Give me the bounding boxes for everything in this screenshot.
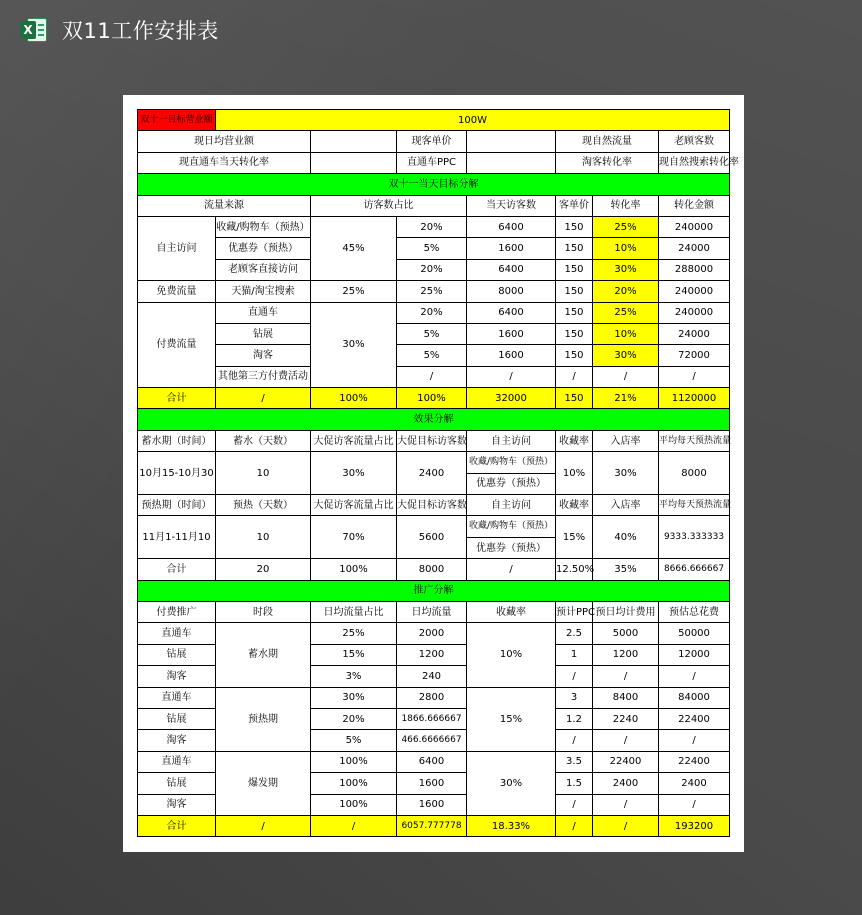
amount-cell[interactable]: 72000 bbox=[659, 345, 730, 366]
pct-cell[interactable]: 20% bbox=[397, 302, 467, 323]
amount-cell[interactable]: 240000 bbox=[659, 302, 730, 323]
table-row bbox=[138, 452, 730, 473]
share-cell[interactable]: 20% bbox=[311, 708, 397, 729]
table-row bbox=[138, 302, 730, 323]
total-cell[interactable]: 8666.666667 bbox=[659, 559, 730, 580]
conv-cell[interactable]: 10% bbox=[593, 323, 659, 344]
table-row bbox=[138, 345, 730, 366]
section-title: 推广分解 bbox=[138, 580, 730, 601]
ppc-cell[interactable]: 1.5 bbox=[556, 773, 593, 794]
share-cell[interactable]: 100% bbox=[311, 773, 397, 794]
share-cell[interactable]: 25% bbox=[311, 623, 397, 644]
table-row bbox=[138, 623, 730, 644]
price-cell[interactable]: 150 bbox=[556, 281, 593, 302]
spend-cell[interactable]: 12000 bbox=[659, 644, 730, 665]
column-header: 蓄水（天数） bbox=[216, 430, 311, 451]
fav-rate-cell[interactable]: 30% bbox=[467, 751, 556, 815]
share-cell[interactable]: 3% bbox=[311, 666, 397, 687]
pct-cell[interactable]: / bbox=[397, 366, 467, 387]
share-cell[interactable]: 30% bbox=[311, 452, 397, 495]
total-cell[interactable]: / bbox=[556, 815, 593, 836]
visitors-cell[interactable]: 1600 bbox=[467, 238, 556, 259]
column-header: 入店率 bbox=[593, 430, 659, 451]
column-header: 收藏率 bbox=[467, 601, 556, 622]
table-row bbox=[138, 281, 730, 302]
conv-cell[interactable]: 25% bbox=[593, 302, 659, 323]
cell-value[interactable] bbox=[311, 152, 397, 173]
channel-cell[interactable]: 直通车 bbox=[138, 751, 216, 772]
column-header: 日均流量占比 bbox=[311, 601, 397, 622]
cell-label: 现客单价 bbox=[397, 131, 467, 152]
column-header: 流量来源 bbox=[138, 195, 311, 216]
visit-type-cell[interactable]: 优惠券（预热） bbox=[467, 537, 556, 558]
source-cell[interactable]: 天猫/淘宝搜索 bbox=[216, 281, 311, 302]
s1-header-row bbox=[138, 195, 730, 216]
daily-cell[interactable]: 1200 bbox=[397, 644, 467, 665]
total-cell[interactable]: 150 bbox=[556, 388, 593, 409]
daily-cell[interactable]: 2800 bbox=[397, 687, 467, 708]
share-cell[interactable]: 5% bbox=[311, 730, 397, 751]
total-cell[interactable]: 12.50% bbox=[556, 559, 593, 580]
channel-cell[interactable]: 钻展 bbox=[138, 644, 216, 665]
column-header: 预热期（时间） bbox=[138, 495, 216, 516]
group-label: 免费流量 bbox=[138, 281, 216, 302]
cost-cell[interactable]: / bbox=[593, 794, 659, 815]
cell-label: 现自然流量 bbox=[556, 131, 659, 152]
price-cell[interactable]: 150 bbox=[556, 216, 593, 237]
total-cell[interactable]: 6057.777778 bbox=[397, 815, 467, 836]
column-header: 大促目标访客数 bbox=[397, 495, 467, 516]
enter-rate-cell[interactable]: 40% bbox=[593, 516, 659, 559]
spend-cell[interactable]: 50000 bbox=[659, 623, 730, 644]
visitors-cell[interactable]: 6400 bbox=[467, 216, 556, 237]
total-cell[interactable]: 100% bbox=[397, 388, 467, 409]
column-header: 蓄水期（时间） bbox=[138, 430, 216, 451]
ppc-cell[interactable]: 3 bbox=[556, 687, 593, 708]
spend-cell[interactable]: / bbox=[659, 794, 730, 815]
group-pct[interactable]: 30% bbox=[311, 302, 397, 388]
column-header: 客单价 bbox=[556, 195, 593, 216]
excel-icon: X bbox=[20, 16, 48, 44]
table-row bbox=[138, 216, 730, 237]
column-header: 大促目标访客数 bbox=[397, 430, 467, 451]
total-row bbox=[138, 815, 730, 836]
column-header: 平均每天预热流量 bbox=[659, 430, 730, 451]
amount-cell[interactable]: / bbox=[659, 366, 730, 387]
visitors-cell[interactable]: 6400 bbox=[467, 259, 556, 280]
column-header: 大促访客流量占比 bbox=[311, 495, 397, 516]
share-cell[interactable]: 15% bbox=[311, 644, 397, 665]
ppc-cell[interactable]: / bbox=[556, 666, 593, 687]
column-header: 平均每天预热流量 bbox=[659, 495, 730, 516]
pct-cell[interactable]: 25% bbox=[397, 281, 467, 302]
total-cell[interactable]: 8000 bbox=[397, 559, 467, 580]
total-cell[interactable]: / bbox=[311, 815, 397, 836]
visitors-cell[interactable]: 6400 bbox=[467, 302, 556, 323]
phase-cell[interactable]: 预热期 bbox=[216, 687, 311, 751]
total-label: 合计 bbox=[138, 388, 216, 409]
column-header: 付费推广 bbox=[138, 601, 216, 622]
target-cell[interactable]: 5600 bbox=[397, 516, 467, 559]
amount-cell[interactable]: 240000 bbox=[659, 216, 730, 237]
cell-label: 直通车PPC bbox=[397, 152, 467, 173]
current-row-2 bbox=[138, 152, 730, 173]
daily-cell[interactable]: 1600 bbox=[397, 773, 467, 794]
channel-cell[interactable]: 钻展 bbox=[138, 708, 216, 729]
visitors-cell[interactable]: / bbox=[467, 366, 556, 387]
ppc-cell[interactable]: / bbox=[556, 794, 593, 815]
column-header: 入店率 bbox=[593, 495, 659, 516]
conv-cell[interactable]: 20% bbox=[593, 281, 659, 302]
schedule-table bbox=[137, 109, 739, 837]
total-cell[interactable]: 21% bbox=[593, 388, 659, 409]
spend-cell[interactable]: 2400 bbox=[659, 773, 730, 794]
column-header: 自主访问 bbox=[467, 495, 556, 516]
group-pct[interactable]: 45% bbox=[311, 216, 397, 280]
fav-rate-cell[interactable]: 15% bbox=[556, 516, 593, 559]
channel-cell[interactable]: 直通车 bbox=[138, 687, 216, 708]
total-cell[interactable]: 20 bbox=[216, 559, 311, 580]
total-cell[interactable]: 35% bbox=[593, 559, 659, 580]
price-cell[interactable]: 150 bbox=[556, 259, 593, 280]
section-header-2 bbox=[138, 409, 730, 430]
column-header: 日均流量 bbox=[397, 601, 467, 622]
pct-cell[interactable]: 5% bbox=[397, 345, 467, 366]
amount-cell[interactable]: 24000 bbox=[659, 323, 730, 344]
total-cell[interactable]: 100% bbox=[311, 559, 397, 580]
spend-cell[interactable]: / bbox=[659, 730, 730, 751]
column-header: 收藏率 bbox=[556, 430, 593, 451]
price-cell[interactable]: 150 bbox=[556, 238, 593, 259]
column-header: 预热（天数） bbox=[216, 495, 311, 516]
document-title: 双11工作安排表 bbox=[62, 19, 219, 43]
group-label: 付费流量 bbox=[138, 302, 216, 388]
column-header: 预日均计费用 bbox=[593, 601, 659, 622]
column-header: 时段 bbox=[216, 601, 311, 622]
cost-cell[interactable]: 5000 bbox=[593, 623, 659, 644]
amount-cell[interactable]: 24000 bbox=[659, 238, 730, 259]
table-row bbox=[138, 751, 730, 772]
period-cell[interactable]: 10月15-10月30 bbox=[138, 452, 216, 495]
channel-cell[interactable]: 淘客 bbox=[138, 666, 216, 687]
total-cell[interactable]: / bbox=[216, 815, 311, 836]
cell-value[interactable] bbox=[467, 131, 556, 152]
column-header: 收藏率 bbox=[556, 495, 593, 516]
column-header: 转化率 bbox=[593, 195, 659, 216]
channel-cell[interactable]: 淘客 bbox=[138, 730, 216, 751]
total-cell[interactable]: 100% bbox=[311, 388, 397, 409]
share-cell[interactable]: 100% bbox=[311, 794, 397, 815]
price-cell[interactable]: 150 bbox=[556, 345, 593, 366]
column-header: 自主访问 bbox=[467, 430, 556, 451]
s2-header-row-2 bbox=[138, 495, 730, 516]
daily-cell[interactable]: 2000 bbox=[397, 623, 467, 644]
total-row bbox=[138, 388, 730, 409]
s2-header-row-1 bbox=[138, 430, 730, 451]
amount-cell[interactable]: 288000 bbox=[659, 259, 730, 280]
fav-rate-cell[interactable]: 10% bbox=[556, 452, 593, 495]
visit-type-cell[interactable]: 收藏/购物车（预热） bbox=[467, 452, 556, 473]
spend-cell[interactable]: 84000 bbox=[659, 687, 730, 708]
conv-cell[interactable]: 30% bbox=[593, 345, 659, 366]
total-cell[interactable]: / bbox=[467, 559, 556, 580]
conv-cell[interactable]: 30% bbox=[593, 259, 659, 280]
spreadsheet-page bbox=[123, 95, 744, 852]
group-label: 自主访问 bbox=[138, 216, 216, 280]
total-label: 合计 bbox=[138, 815, 216, 836]
column-header: 转化金额 bbox=[659, 195, 730, 216]
spend-cell[interactable]: 22400 bbox=[659, 751, 730, 772]
column-header: 大促访客流量占比 bbox=[311, 430, 397, 451]
spend-cell[interactable]: 22400 bbox=[659, 708, 730, 729]
visitors-cell[interactable]: 1600 bbox=[467, 345, 556, 366]
cost-cell[interactable]: / bbox=[593, 730, 659, 751]
cost-cell[interactable]: 1200 bbox=[593, 644, 659, 665]
share-cell[interactable]: 30% bbox=[311, 687, 397, 708]
visitors-cell[interactable]: 8000 bbox=[467, 281, 556, 302]
daily-cell[interactable]: 240 bbox=[397, 666, 467, 687]
table-row bbox=[138, 687, 730, 708]
target-value[interactable]: 100W bbox=[216, 110, 730, 131]
table-row bbox=[138, 516, 730, 537]
cost-cell[interactable]: 8400 bbox=[593, 687, 659, 708]
visit-type-cell[interactable]: 优惠券（预热） bbox=[467, 473, 556, 494]
avg-cell[interactable]: 8000 bbox=[659, 452, 730, 495]
column-header: 当天访客数 bbox=[467, 195, 556, 216]
phase-cell[interactable]: 蓄水期 bbox=[216, 623, 311, 687]
total-cell[interactable]: / bbox=[593, 815, 659, 836]
ppc-cell[interactable]: 1.2 bbox=[556, 708, 593, 729]
source-cell[interactable]: 收藏/购物车（预热） bbox=[216, 216, 311, 237]
target-label: 双十一目标营业额 bbox=[138, 110, 216, 131]
conv-cell[interactable]: 25% bbox=[593, 216, 659, 237]
current-row-1 bbox=[138, 131, 730, 152]
cell-label: 现自然搜索转化率 bbox=[659, 152, 730, 173]
total-cell[interactable]: / bbox=[216, 388, 311, 409]
share-cell[interactable]: 100% bbox=[311, 751, 397, 772]
fav-rate-cell[interactable]: 10% bbox=[467, 623, 556, 687]
total-cell[interactable]: 32000 bbox=[467, 388, 556, 409]
conv-cell[interactable]: 10% bbox=[593, 238, 659, 259]
visit-type-cell[interactable]: 收藏/购物车（预热） bbox=[467, 516, 556, 537]
source-cell[interactable]: 钻展 bbox=[216, 323, 311, 344]
share-cell[interactable]: 70% bbox=[311, 516, 397, 559]
ppc-cell[interactable]: 3.5 bbox=[556, 751, 593, 772]
pct-cell[interactable]: 5% bbox=[397, 323, 467, 344]
section-header-1 bbox=[138, 174, 730, 195]
ppc-cell[interactable]: 1 bbox=[556, 644, 593, 665]
cell-label: 现日均营业额 bbox=[138, 131, 311, 152]
target-cell[interactable]: 2400 bbox=[397, 452, 467, 495]
ppc-cell[interactable]: 2.5 bbox=[556, 623, 593, 644]
cost-cell[interactable]: / bbox=[593, 666, 659, 687]
pct-cell[interactable]: 20% bbox=[397, 259, 467, 280]
visitors-cell[interactable]: 1600 bbox=[467, 323, 556, 344]
pct-cell[interactable]: 20% bbox=[397, 216, 467, 237]
phase-cell[interactable]: 爆发期 bbox=[216, 751, 311, 815]
source-cell[interactable]: 老顾客直接访问 bbox=[216, 259, 311, 280]
days-cell[interactable]: 10 bbox=[216, 452, 311, 495]
cell-label: 现直通车当天转化率 bbox=[138, 152, 311, 173]
conv-cell[interactable]: / bbox=[593, 366, 659, 387]
cell-label: 老顾客数 bbox=[659, 131, 730, 152]
cost-cell[interactable]: 2400 bbox=[593, 773, 659, 794]
days-cell[interactable]: 10 bbox=[216, 516, 311, 559]
price-cell[interactable]: 150 bbox=[556, 302, 593, 323]
spend-cell[interactable]: / bbox=[659, 666, 730, 687]
daily-cell[interactable]: 466.6666667 bbox=[397, 730, 467, 751]
total-cell[interactable]: 193200 bbox=[659, 815, 730, 836]
target-row bbox=[138, 110, 730, 131]
column-header: 预计PPC bbox=[556, 601, 593, 622]
daily-cell[interactable]: 1600 bbox=[397, 794, 467, 815]
s3-header-row bbox=[138, 601, 730, 622]
source-cell[interactable]: 其他第三方付费活动 bbox=[216, 366, 311, 387]
group-pct[interactable]: 25% bbox=[311, 281, 397, 302]
window-header bbox=[20, 12, 219, 48]
cell-value[interactable] bbox=[311, 131, 397, 152]
ppc-cell[interactable]: / bbox=[556, 730, 593, 751]
amount-cell[interactable]: 240000 bbox=[659, 281, 730, 302]
table-row bbox=[138, 366, 730, 387]
cost-cell[interactable]: 2240 bbox=[593, 708, 659, 729]
column-header: 预估总花费 bbox=[659, 601, 730, 622]
total-cell[interactable]: 1120000 bbox=[659, 388, 730, 409]
cost-cell[interactable]: 22400 bbox=[593, 751, 659, 772]
table-row bbox=[138, 259, 730, 280]
cell-label: 淘客转化率 bbox=[556, 152, 659, 173]
channel-cell[interactable]: 淘客 bbox=[138, 794, 216, 815]
price-cell[interactable]: 150 bbox=[556, 323, 593, 344]
column-header: 访客数占比 bbox=[311, 195, 467, 216]
fav-rate-cell[interactable]: 15% bbox=[467, 687, 556, 751]
cell-value[interactable] bbox=[467, 152, 556, 173]
section-title: 效果分解 bbox=[138, 409, 730, 430]
section-header-3 bbox=[138, 580, 730, 601]
table-row bbox=[138, 323, 730, 344]
daily-cell[interactable]: 6400 bbox=[397, 751, 467, 772]
source-cell[interactable]: 优惠券（预热） bbox=[216, 238, 311, 259]
avg-cell[interactable]: 9333.333333 bbox=[659, 516, 730, 559]
pct-cell[interactable]: 5% bbox=[397, 238, 467, 259]
enter-rate-cell[interactable]: 30% bbox=[593, 452, 659, 495]
source-cell[interactable]: 直通车 bbox=[216, 302, 311, 323]
channel-cell[interactable]: 钻展 bbox=[138, 773, 216, 794]
channel-cell[interactable]: 直通车 bbox=[138, 623, 216, 644]
price-cell[interactable]: / bbox=[556, 366, 593, 387]
table-row bbox=[138, 238, 730, 259]
source-cell[interactable]: 淘客 bbox=[216, 345, 311, 366]
s2-total-row bbox=[138, 559, 730, 580]
total-cell[interactable]: 18.33% bbox=[467, 815, 556, 836]
total-label: 合计 bbox=[138, 559, 216, 580]
section-title: 双十一当天目标分解 bbox=[138, 174, 730, 195]
daily-cell[interactable]: 1866.666667 bbox=[397, 708, 467, 729]
period-cell[interactable]: 11月1-11月10 bbox=[138, 516, 216, 559]
